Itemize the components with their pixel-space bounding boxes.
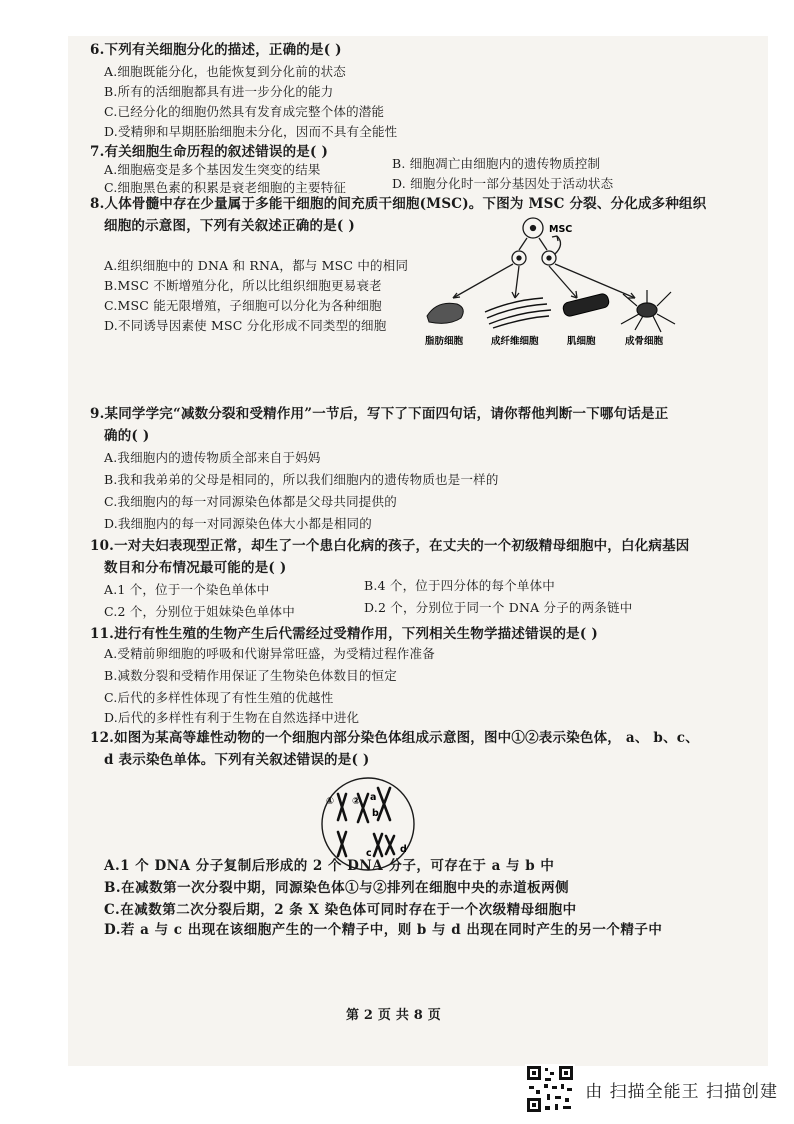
fat-cell-label: 脂肪细胞	[425, 336, 464, 347]
label-d: d	[400, 844, 407, 855]
page-number: 第 2 页 共 8 页	[346, 1008, 441, 1023]
q10-stem-line2: 数目和分布情况最可能的是( )	[104, 560, 287, 576]
q8-stem-line1: 8.人体骨髓中存在少量属于多能干细胞的间充质干细胞(MSC)。下图为 MSC 分裂、分化成多种组织	[90, 196, 707, 212]
q9-option-b: B.我和我弟弟的父母是相同的，所以我们细胞内的遗传物质也是一样的	[104, 472, 499, 487]
watermark-text: 由 扫描全能王 扫描创建	[585, 1081, 778, 1102]
label-1: ①	[326, 796, 335, 807]
q6-option-c: C.已经分化的细胞仍然具有发育成完整个体的潜能	[104, 104, 385, 119]
q11-option-a: A.受精前卵细胞的呼吸和代谢异常旺盛，为受精过程作准备	[104, 646, 435, 661]
q9-stem-line2: 确的( )	[104, 428, 150, 444]
chromosome-3-icon	[338, 832, 346, 856]
q12-option-a: A.1 个 DNA 分子复制后形成的 2 个 DNA 分子，可存在于 a 与 b 中	[104, 858, 555, 874]
bone-cell-label: 成骨细胞	[625, 336, 664, 347]
msc-differentiation-diagram	[415, 206, 700, 352]
muscle-cell-icon	[562, 293, 610, 318]
q10-stem-line1: 10.一对夫妇表现型正常，却生了一个患白化病的孩子，在丈夫的一个初级精母细胞中，白化病基因	[90, 538, 690, 554]
q10-option-d: D.2 个，分别位于同一个 DNA 分子的两条链中	[364, 600, 633, 615]
fibroblast-label: 成纤维细胞	[491, 336, 539, 347]
q6-option-d: D.受精卵和早期胚胎细胞未分化，因而不具有全能性	[104, 124, 398, 139]
fat-cell-icon	[427, 303, 463, 323]
q12-option-d: D.若 a 与 c 出现在该细胞产生的一个精子中，则 b 与 d 出现在同时产生的另一个精子中	[104, 922, 663, 938]
q10-option-c: C.2 个，分别位于姐妹染色单体中	[104, 604, 295, 619]
q8-option-b: B.MSC 不断增殖分化，所以比组织细胞更易衰老	[104, 278, 382, 293]
q11-option-d: D.后代的多样性有利于生物在自然选择中进化	[104, 710, 360, 725]
q7-stem: 7.有关细胞生命历程的叙述错误的是( )	[90, 144, 329, 160]
chromosome-c-icon	[374, 834, 382, 856]
q9-stem-line1: 9.某同学学完“减数分裂和受精作用”一节后，写下了下面四句话，请你帮他判断一下哪句话是正	[90, 406, 669, 422]
chromosome-1-icon	[338, 794, 346, 820]
q12-option-c: C.在减数第二次分裂后期，2 条 X 染色体可同时存在于一个次级精母细胞中	[104, 902, 577, 918]
q8-option-a: A.组织细胞中的 DNA 和 RNA，都与 MSC 中的相同	[104, 258, 409, 273]
label-c: c	[366, 848, 372, 859]
msc-root-label: MSC	[549, 224, 573, 235]
q9-option-c: C.我细胞内的每一对同源染色体都是父母共同提供的	[104, 494, 397, 509]
q10-option-a: A.1 个，位于一个染色单体中	[104, 582, 270, 597]
chromosome-x-icon	[378, 788, 390, 820]
label-b: b	[372, 808, 379, 819]
label-a: a	[370, 792, 377, 803]
q6-option-b: B.所有的活细胞都具有进一步分化的能力	[104, 84, 334, 99]
q6-option-a: A.细胞既能分化，也能恢复到分化前的状态	[104, 64, 347, 79]
q10-option-b: B.4 个，位于四分体的每个单体中	[364, 578, 555, 593]
q12-option-b: B.在减数第一次分裂中期，同源染色体①与②排列在细胞中央的赤道板两侧	[104, 880, 570, 896]
label-2: ②	[352, 796, 361, 807]
q9-option-d: D.我细胞内的每一对同源染色体大小都是相同的	[104, 516, 372, 531]
bone-cell-icon	[621, 290, 675, 332]
q7-option-d: D. 细胞分化时一部分基因处于活动状态	[392, 176, 614, 191]
scanner-watermark	[525, 1064, 778, 1114]
q11-stem: 11.进行有性生殖的生物产生后代需经过受精作用，下列相关生物学描述错误的是( )	[90, 626, 598, 642]
q11-option-c: C.后代的多样性体现了有性生殖的优越性	[104, 690, 334, 705]
muscle-cell-label: 肌细胞	[567, 336, 596, 347]
q11-option-b: B.减数分裂和受精作用保证了生物染色体数目的恒定	[104, 668, 397, 683]
q6-stem: 6.下列有关细胞分化的描述，正确的是( )	[90, 42, 342, 58]
qr-code-icon	[525, 1064, 575, 1114]
q8-option-c: C.MSC 能无限增殖，子细胞可以分化为各种细胞	[104, 298, 382, 313]
chromosome-d-icon	[386, 836, 394, 854]
q8-option-d: D.不同诱导因素使 MSC 分化形成不同类型的细胞	[104, 318, 387, 333]
q7-option-c: C.细胞黑色素的积累是衰老细胞的主要特征	[104, 180, 347, 195]
q12-stem-line2: d 表示染色单体。下列有关叙述错误的是( )	[104, 752, 370, 768]
q7-option-a: A.细胞癌变是多个基因发生突变的结果	[104, 162, 321, 177]
q12-stem-line1: 12.如图为某高等雄性动物的一个细胞内部分染色体组成示意图，图中①②表示染色体， a、 b、c、	[90, 730, 699, 746]
q7-option-b: B. 细胞凋亡由细胞内的遗传物质控制	[392, 156, 601, 171]
q8-stem-line2: 细胞的示意图，下列有关叙述正确的是( )	[104, 218, 355, 234]
q9-option-a: A.我细胞内的遗传物质全部来自于妈妈	[104, 450, 321, 465]
fibroblast-icon	[485, 298, 551, 328]
